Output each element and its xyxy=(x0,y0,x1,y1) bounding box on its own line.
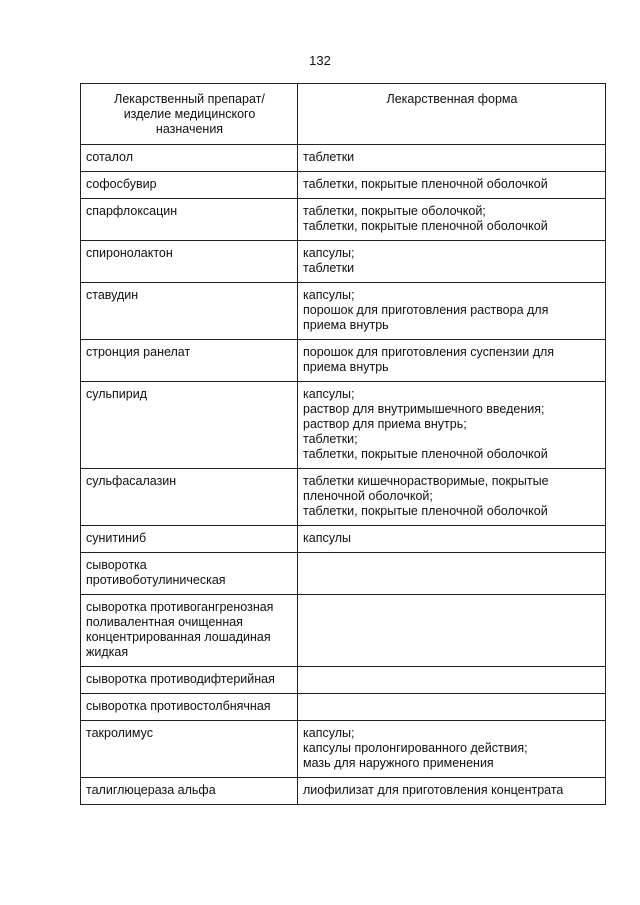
header-form: Лекарственная форма xyxy=(298,84,606,145)
drug-name: такролимус xyxy=(81,721,298,778)
drug-name: сыворотка противодифтерийная xyxy=(81,667,298,694)
drug-name: сульпирид xyxy=(81,382,298,469)
dosage-form: лиофилизат для приготовления концентрата xyxy=(298,778,606,805)
dosage-form: таблетки, покрытые пленочной оболочкой xyxy=(298,172,606,199)
drug-name: сыворотка противоботулиническая xyxy=(81,553,298,595)
drug-name: стронция ранелат xyxy=(81,340,298,382)
drug-name: сыворотка противостолбнячная xyxy=(81,694,298,721)
table-row xyxy=(81,241,606,283)
table-row xyxy=(81,283,606,340)
table-row xyxy=(81,694,606,721)
dosage-form xyxy=(298,595,606,667)
header-drug: Лекарственный препарат/ изделие медицинского назначения xyxy=(81,84,298,145)
drug-name: сыворотка противогангренозная поливалентная очищенная концентрированная лошадиная жидкая xyxy=(81,595,298,667)
dosage-form: таблетки, покрытые оболочкой; таблетки, покрытые пленочной оболочкой xyxy=(298,199,606,241)
table-row xyxy=(81,667,606,694)
table-row xyxy=(81,778,606,805)
dosage-form xyxy=(298,553,606,595)
table-row xyxy=(81,595,606,667)
drug-name: сунитиниб xyxy=(81,526,298,553)
drug-name: спиронолактон xyxy=(81,241,298,283)
dosage-form: капсулы xyxy=(298,526,606,553)
table-row xyxy=(81,526,606,553)
drug-name: сульфасалазин xyxy=(81,469,298,526)
drug-name: ставудин xyxy=(81,283,298,340)
dosage-form: капсулы; порошок для приготовления раствора для приема внутрь xyxy=(298,283,606,340)
dosage-form: порошок для приготовления суспензии для приема внутрь xyxy=(298,340,606,382)
dosage-form: таблетки кишечнорастворимые, покрытые пленочной оболочкой; таблетки, покрытые пленочной оболочкой xyxy=(298,469,606,526)
drug-name: софосбувир xyxy=(81,172,298,199)
table-row xyxy=(81,145,606,172)
table-row xyxy=(81,469,606,526)
table-row xyxy=(81,382,606,469)
drug-name: талиглюцераза альфа xyxy=(81,778,298,805)
table-row xyxy=(81,340,606,382)
dosage-form: таблетки xyxy=(298,145,606,172)
dosage-form: капсулы; таблетки xyxy=(298,241,606,283)
table-header-row xyxy=(81,84,606,145)
table-row xyxy=(81,199,606,241)
drug-name: спарфлоксацин xyxy=(81,199,298,241)
dosage-form: капсулы; раствор для внутримышечного введения; раствор для приема внутрь; таблетки; таблетки, покрытые пленочной оболочкой xyxy=(298,382,606,469)
table-row xyxy=(81,553,606,595)
page-number: 132 xyxy=(309,53,331,68)
table-row xyxy=(81,172,606,199)
drug-table xyxy=(80,83,606,805)
dosage-form: капсулы; капсулы пролонгированного действия; мазь для наружного применения xyxy=(298,721,606,778)
dosage-form xyxy=(298,667,606,694)
drug-name: соталол xyxy=(81,145,298,172)
table-row xyxy=(81,721,606,778)
dosage-form xyxy=(298,694,606,721)
